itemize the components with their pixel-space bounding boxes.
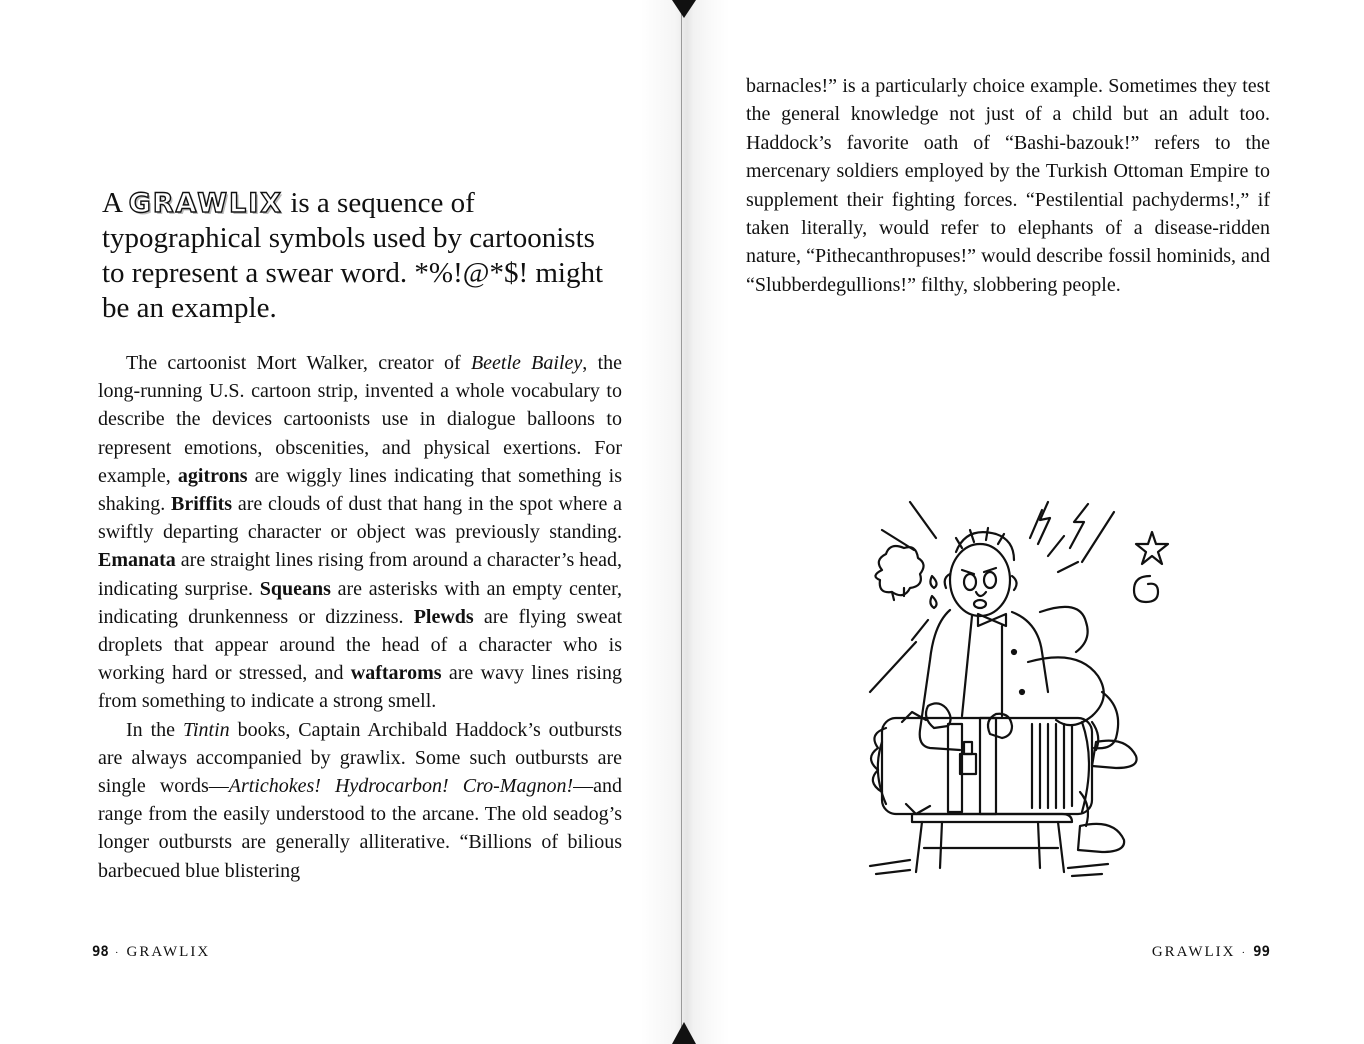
running-head: GRAWLIX xyxy=(126,944,211,960)
term-emanata: Emanata xyxy=(98,549,176,572)
paragraph-tintin xyxy=(98,716,622,885)
term-squeans: Squeans xyxy=(259,577,331,600)
text-run: , the long-running U.S. cartoon strip, invented a whole vocabulary to describe the devices cartoonists use in dialogue balloons to represent emotions, obscenities, and physical exertions. For example, xyxy=(98,352,623,487)
paragraph-continued: barnacles!” is a particularly choice example. Sometimes they test the general knowledge not just of a child but an adult too. Haddock’s favorite oath of “Bashi-bazouk!” refers to the mercenary soldiers employed by the Turkish Ottoman Empire to supplement their fighting forces. “Pestilential pachyderms!,” if taken literally, would refer to elephants of a disease-ridden nature, “Pithecanthropuses!” would describe fossil hominids, and “Slubberdegullions!” filthy, slobbering people. xyxy=(746,75,1270,296)
term-plewds: Plewds xyxy=(413,605,474,628)
title-tintin: Tintin xyxy=(182,718,230,741)
text-run: are wavy lines rising from something to indicate a strong smell. xyxy=(98,662,622,713)
text-run: are straight lines rising from around a character’s head, indicating surprise. xyxy=(98,549,622,600)
folio-separator: · xyxy=(114,947,121,959)
definition-term: GRAWLIX xyxy=(128,188,284,219)
text-run: are wiggly lines indicating that something is shaking. xyxy=(98,464,622,516)
text-run: —and range from the easily understood to the arcane. The old seadog’s longer outbursts are generally alliterative. “Billions of bilious barbecued blue blistering xyxy=(98,775,622,882)
title-beetle-bailey: Beetle Bailey xyxy=(470,352,583,374)
left-body-text xyxy=(98,349,622,885)
grawlix-cartoon-illustration-icon xyxy=(852,492,1174,880)
term-briffits: Briffits xyxy=(170,493,233,516)
page-number: 99 xyxy=(1253,944,1270,960)
left-folio xyxy=(92,944,210,961)
italic-outbursts: Artichokes! Hydrocarbon! Cro-Magnon! xyxy=(228,775,574,798)
text-run: are asterisks with an empty center, indicating drunkenness or dizziness. xyxy=(98,577,622,628)
gutter-fold-line xyxy=(681,0,682,1044)
left-page xyxy=(0,0,680,1044)
right-body-text xyxy=(746,72,1270,299)
definition-text: is a sequence of typographical symbols used by cartoonists to represent a swear word. *%!@*$! might be an example. xyxy=(102,187,604,324)
gutter-top-shadow xyxy=(672,0,696,18)
folio-separator: · xyxy=(1241,947,1248,959)
text-run: are clouds of dust that hang in the spot where a swiftly departing character or object was previously standing. xyxy=(98,493,623,544)
page-number: 98 xyxy=(92,944,109,960)
grawlix-definition xyxy=(102,186,622,326)
right-folio xyxy=(1152,944,1270,961)
text-run: books, Captain Archibald Haddock’s outbursts are always accompanied by grawlix. Some such outbursts are single words— xyxy=(98,718,623,798)
gutter-bottom-shadow xyxy=(672,1022,696,1044)
book-gutter xyxy=(640,0,730,1044)
paragraph-mort-walker xyxy=(98,349,622,716)
running-head: GRAWLIX xyxy=(1151,944,1236,960)
text-run: are flying sweat droplets that appear around the head of a character who is working hard or stressed, and xyxy=(98,605,622,685)
text-run: In the xyxy=(126,718,183,741)
term-waftaroms: waftaroms xyxy=(350,662,442,685)
text-run: The cartoonist Mort Walker, creator of xyxy=(126,352,471,374)
definition-prefix: A xyxy=(102,187,122,219)
term-agitrons: agitrons xyxy=(177,464,248,487)
